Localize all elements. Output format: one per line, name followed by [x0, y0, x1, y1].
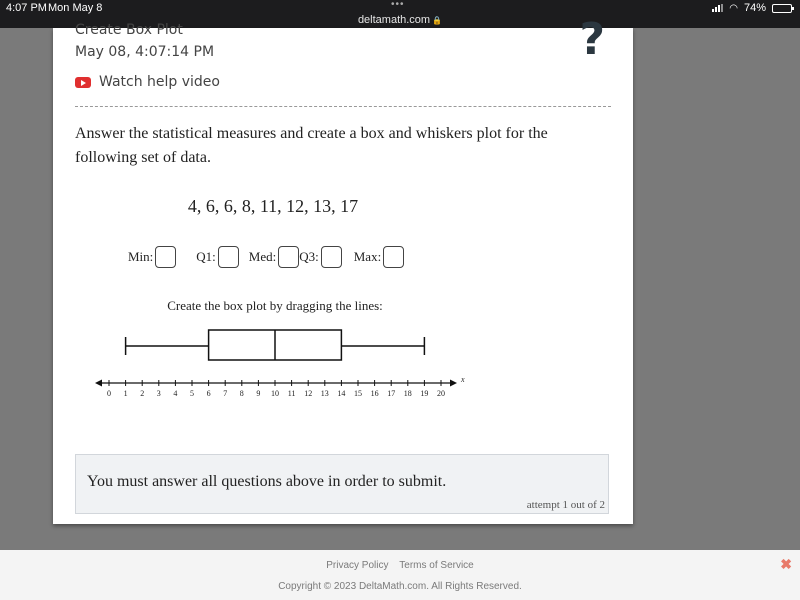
- tick-label: 7: [223, 389, 228, 398]
- submit-notice: [75, 454, 609, 514]
- terms-link[interactable]: Terms of Service: [399, 560, 474, 571]
- measure-label: Max:: [353, 249, 382, 264]
- tick-label: 1: [123, 389, 128, 398]
- privacy-link[interactable]: Privacy Policy: [326, 560, 389, 571]
- tick-label: 2: [140, 389, 145, 398]
- tick-label: 6: [206, 389, 211, 398]
- footer-links: [0, 560, 800, 571]
- battery-percent: 74%: [743, 2, 766, 14]
- tick-label: 10: [271, 389, 279, 398]
- status-indicators: [712, 2, 792, 14]
- measures-row: [128, 246, 404, 268]
- problem-title: Create Box Plot: [75, 22, 183, 38]
- number-line: [95, 375, 465, 398]
- signal-icon: [712, 4, 723, 12]
- tab-dots-icon[interactable]: •••: [391, 0, 405, 10]
- wifi-icon: ◠: [729, 2, 738, 14]
- box-plot-drawing[interactable]: [126, 330, 425, 360]
- help-video-link[interactable]: [75, 74, 220, 90]
- lock-icon: 🔒: [432, 16, 443, 25]
- tick-label: 20: [437, 389, 445, 398]
- problem-timestamp: May 08, 4:07:14 PM: [75, 44, 215, 60]
- plot-instruction: Create the box plot by dragging the lines:: [167, 298, 383, 313]
- tick-label: 15: [354, 389, 362, 398]
- tick-label: 9: [256, 389, 261, 398]
- tick-label: 8: [239, 389, 244, 398]
- measure-med: [249, 246, 299, 268]
- tick-label: 4: [173, 389, 178, 398]
- notice-message: You must answer all questions above in order to submit.: [87, 473, 447, 490]
- tick-label: 16: [370, 389, 379, 398]
- status-time: 4:07 PM: [6, 2, 47, 14]
- measure-label: Q1:: [196, 249, 216, 264]
- median-input[interactable]: [278, 246, 299, 268]
- divider: [75, 106, 611, 107]
- tick-label: 3: [156, 389, 161, 398]
- axis-label: x: [461, 375, 465, 384]
- measure-label: Q3:: [299, 249, 319, 264]
- max-input[interactable]: [383, 246, 404, 268]
- tick-label: 14: [337, 389, 346, 398]
- measure-min: [128, 246, 176, 268]
- measure-label: Min:: [128, 249, 154, 264]
- url-text: deltamath.com: [357, 14, 431, 26]
- arrow-right-icon: [450, 380, 457, 387]
- tick-label: 11: [287, 389, 296, 398]
- copyright: Copyright © 2023 DeltaMath.com. All Rights Reserved.: [278, 581, 522, 592]
- youtube-icon: [75, 77, 91, 88]
- measure-q3: [299, 246, 342, 268]
- question-prompt: Answer the statistical measures and create a box and whiskers plot for the following set of data.: [75, 125, 548, 166]
- tick-label: 13: [320, 389, 329, 398]
- measure-q1: [196, 246, 239, 268]
- dataset: 4, 6, 6, 8, 11, 12, 13, 17: [187, 196, 359, 216]
- tick-label: 19: [420, 389, 429, 398]
- q3-input[interactable]: [321, 246, 342, 268]
- help-video-label: Watch help video: [99, 74, 220, 90]
- q1-input[interactable]: [218, 246, 239, 268]
- tick-label: 5: [190, 389, 194, 398]
- status-date: Mon May 8: [48, 2, 103, 14]
- battery-icon: [772, 4, 792, 13]
- measure-label: Med:: [248, 249, 277, 264]
- footer: [0, 550, 800, 600]
- tick-label: 17: [387, 389, 396, 398]
- box-plot[interactable]: [93, 324, 473, 404]
- attempt-counter: attempt 1 out of 2: [526, 499, 605, 511]
- tick-label: 12: [304, 389, 313, 398]
- close-icon[interactable]: ✖: [780, 556, 792, 572]
- min-input[interactable]: [155, 246, 176, 268]
- arrow-left-icon: [95, 380, 102, 387]
- help-question-icon[interactable]: ?: [579, 14, 605, 65]
- tick-label: 0: [107, 389, 111, 398]
- tick-label: 18: [403, 389, 412, 398]
- measure-max: [354, 246, 404, 268]
